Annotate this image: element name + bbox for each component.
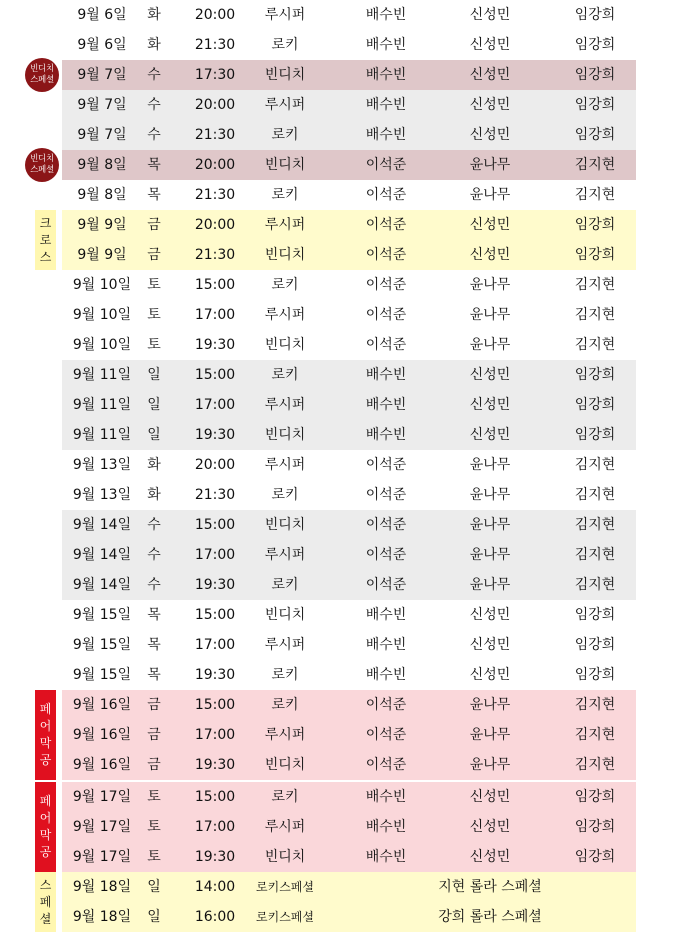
role-cell: 로키 — [271, 37, 299, 53]
actor-cell: 윤나무 — [469, 547, 511, 563]
weekday-cell: 금 — [147, 217, 161, 233]
actor-cell: 신성민 — [469, 37, 511, 53]
group-label-badge — [35, 872, 56, 932]
date-cell: 9월 16일 — [72, 727, 132, 743]
badge-char: 로 — [39, 232, 52, 247]
actor-cell: 이석준 — [365, 457, 407, 473]
actor-cell: 신성민 — [469, 427, 511, 443]
weekday-cell: 금 — [147, 697, 161, 713]
time-cell: 21:30 — [194, 487, 236, 503]
weekday-cell: 목 — [147, 187, 161, 203]
actor-cell: 김지현 — [574, 757, 616, 773]
table-row — [62, 390, 636, 420]
date-cell: 9월 9일 — [77, 217, 127, 233]
weekday-cell: 토 — [147, 307, 161, 323]
table-row — [62, 450, 636, 480]
time-cell: 15:00 — [194, 367, 236, 383]
actor-cell: 윤나무 — [469, 457, 511, 473]
group-label-badge — [35, 782, 56, 872]
badge-line: 스페셜 — [30, 75, 54, 85]
group-label-badge — [35, 690, 56, 780]
role-cell: 루시퍼 — [264, 307, 306, 323]
weekday-cell: 일 — [147, 367, 161, 383]
actor-cell: 임강희 — [574, 67, 616, 83]
weekday-cell: 일 — [147, 879, 161, 895]
actor-cell: 김지현 — [574, 697, 616, 713]
weekday-cell: 화 — [147, 487, 161, 503]
table-row — [62, 600, 636, 630]
actor-cell: 배수빈 — [365, 7, 407, 23]
actor-cell: 신성민 — [469, 397, 511, 413]
weekday-cell: 화 — [147, 37, 161, 53]
time-cell: 19:30 — [194, 337, 236, 353]
date-cell: 9월 15일 — [72, 607, 132, 623]
time-cell: 21:30 — [194, 37, 236, 53]
actor-cell: 임강희 — [574, 397, 616, 413]
actor-cell: 김지현 — [574, 577, 616, 593]
time-cell: 17:00 — [194, 397, 236, 413]
time-cell: 19:30 — [194, 849, 236, 865]
role-cell: 루시퍼 — [264, 547, 306, 563]
actor-cell: 임강희 — [574, 97, 616, 113]
badge-line: 빈디치 — [30, 64, 54, 74]
special-note-cell: 지현 롤라 스페셜 — [438, 879, 542, 895]
role-cell: 빈디치 — [264, 337, 306, 353]
actor-cell: 윤나무 — [469, 517, 511, 533]
date-cell: 9월 13일 — [72, 487, 132, 503]
actor-cell: 이석준 — [365, 547, 407, 563]
table-row — [62, 782, 636, 812]
actor-cell: 배수빈 — [365, 789, 407, 805]
table-row — [62, 330, 636, 360]
weekday-cell: 토 — [147, 789, 161, 805]
date-cell: 9월 17일 — [72, 819, 132, 835]
actor-cell: 김지현 — [574, 307, 616, 323]
special-note-cell: 강희 롤라 스페셜 — [438, 909, 542, 925]
time-cell: 17:00 — [194, 637, 236, 653]
actor-cell: 윤나무 — [469, 307, 511, 323]
special-performance-badge — [25, 58, 59, 92]
time-cell: 15:00 — [194, 277, 236, 293]
actor-cell: 이석준 — [365, 757, 407, 773]
actor-cell: 김지현 — [574, 457, 616, 473]
table-row — [62, 720, 636, 750]
actor-cell: 신성민 — [469, 217, 511, 233]
weekday-cell: 금 — [147, 727, 161, 743]
date-cell: 9월 11일 — [72, 367, 132, 383]
actor-cell: 윤나무 — [469, 337, 511, 353]
weekday-cell: 수 — [147, 577, 161, 593]
role-cell: 로키 — [271, 697, 299, 713]
actor-cell: 배수빈 — [365, 97, 407, 113]
actor-cell: 임강희 — [574, 667, 616, 683]
time-cell: 21:30 — [194, 127, 236, 143]
actor-cell: 이석준 — [365, 187, 407, 203]
actor-cell: 김지현 — [574, 187, 616, 203]
time-cell: 21:30 — [194, 187, 236, 203]
time-cell: 19:30 — [194, 577, 236, 593]
date-cell: 9월 18일 — [72, 879, 132, 895]
role-cell: 빈디치 — [264, 157, 306, 173]
time-cell: 15:00 — [194, 789, 236, 805]
actor-cell: 배수빈 — [365, 367, 407, 383]
date-cell: 9월 7일 — [77, 67, 127, 83]
date-cell: 9월 7일 — [77, 97, 127, 113]
time-cell: 19:30 — [194, 427, 236, 443]
weekday-cell: 금 — [147, 247, 161, 263]
time-cell: 15:00 — [194, 697, 236, 713]
date-cell: 9월 16일 — [72, 697, 132, 713]
actor-cell: 임강희 — [574, 37, 616, 53]
badge-char: 페 — [39, 702, 52, 716]
actor-cell: 임강희 — [574, 247, 616, 263]
actor-cell: 임강희 — [574, 367, 616, 383]
date-cell: 9월 11일 — [72, 397, 132, 413]
actor-cell: 윤나무 — [469, 487, 511, 503]
weekday-cell: 수 — [147, 127, 161, 143]
date-cell: 9월 9일 — [77, 247, 127, 263]
date-cell: 9월 14일 — [72, 547, 132, 563]
badge-char: 스 — [39, 877, 52, 892]
date-cell: 9월 18일 — [72, 909, 132, 925]
date-cell: 9월 14일 — [72, 577, 132, 593]
role-cell: 빈디치 — [264, 67, 306, 83]
weekday-cell: 토 — [147, 337, 161, 353]
actor-cell: 윤나무 — [469, 697, 511, 713]
badge-char: 막 — [39, 828, 52, 842]
date-cell: 9월 6일 — [77, 37, 127, 53]
table-row — [62, 690, 636, 720]
weekday-cell: 화 — [147, 457, 161, 473]
weekday-cell: 수 — [147, 517, 161, 533]
role-cell: 빈디치 — [264, 607, 306, 623]
table-row — [62, 90, 636, 120]
date-cell: 9월 10일 — [72, 277, 132, 293]
role-cell: 빈디치 — [264, 247, 306, 263]
role-cell: 로키 — [271, 277, 299, 293]
role-cell: 로키 — [271, 127, 299, 143]
actor-cell: 이석준 — [365, 337, 407, 353]
time-cell: 19:30 — [194, 667, 236, 683]
weekday-cell: 일 — [147, 397, 161, 413]
time-cell: 20:00 — [194, 217, 236, 233]
badge-char: 공 — [39, 753, 52, 767]
actor-cell: 김지현 — [574, 547, 616, 563]
badge-line: 스페셜 — [30, 165, 54, 175]
time-cell: 17:30 — [194, 67, 236, 83]
actor-cell: 신성민 — [469, 667, 511, 683]
role-cell: 루시퍼 — [264, 457, 306, 473]
actor-cell: 배수빈 — [365, 667, 407, 683]
time-cell: 20:00 — [194, 7, 236, 23]
table-row — [62, 842, 636, 872]
table-row — [62, 210, 636, 240]
weekday-cell: 목 — [147, 607, 161, 623]
actor-cell: 이석준 — [365, 247, 407, 263]
table-row — [62, 30, 636, 60]
badge-char: 페 — [39, 894, 52, 909]
actor-cell: 신성민 — [469, 367, 511, 383]
weekday-cell: 토 — [147, 819, 161, 835]
weekday-cell: 목 — [147, 157, 161, 173]
badge-char: 페 — [39, 794, 52, 808]
table-row — [62, 630, 636, 660]
table-row — [62, 872, 636, 902]
role-cell: 빈디치 — [264, 427, 306, 443]
actor-cell: 임강희 — [574, 849, 616, 865]
actor-cell: 이석준 — [365, 727, 407, 743]
actor-cell: 윤나무 — [469, 187, 511, 203]
table-row — [62, 540, 636, 570]
role-cell: 빈디치 — [264, 849, 306, 865]
time-cell: 17:00 — [194, 727, 236, 743]
date-cell: 9월 17일 — [72, 789, 132, 805]
weekday-cell: 수 — [147, 547, 161, 563]
time-cell: 19:30 — [194, 757, 236, 773]
time-cell: 17:00 — [194, 819, 236, 835]
role-cell: 로키 — [271, 367, 299, 383]
table-row — [62, 420, 636, 450]
actor-cell: 임강희 — [574, 427, 616, 443]
role-cell: 로키 — [271, 487, 299, 503]
actor-cell: 윤나무 — [469, 277, 511, 293]
table-row — [62, 660, 636, 690]
role-cell: 루시퍼 — [264, 819, 306, 835]
actor-cell: 임강희 — [574, 127, 616, 143]
weekday-cell: 수 — [147, 67, 161, 83]
role-cell: 로키 — [271, 187, 299, 203]
weekday-cell: 금 — [147, 757, 161, 773]
actor-cell: 이석준 — [365, 517, 407, 533]
actor-cell: 이석준 — [365, 697, 407, 713]
actor-cell: 임강희 — [574, 637, 616, 653]
weekday-cell: 토 — [147, 849, 161, 865]
table-row — [62, 570, 636, 600]
actor-cell: 김지현 — [574, 337, 616, 353]
actor-cell: 이석준 — [365, 277, 407, 293]
time-cell: 14:00 — [194, 879, 236, 895]
table-row — [62, 360, 636, 390]
time-cell: 15:00 — [194, 607, 236, 623]
actor-cell: 신성민 — [469, 819, 511, 835]
actor-cell: 배수빈 — [365, 607, 407, 623]
table-row — [62, 480, 636, 510]
actor-cell: 김지현 — [574, 157, 616, 173]
table-row — [62, 300, 636, 330]
badge-char: 어 — [39, 811, 52, 825]
actor-cell: 윤나무 — [469, 157, 511, 173]
role-cell: 루시퍼 — [264, 97, 306, 113]
time-cell: 20:00 — [194, 97, 236, 113]
actor-cell: 임강희 — [574, 217, 616, 233]
table-row — [62, 812, 636, 842]
table-row — [62, 270, 636, 300]
actor-cell: 신성민 — [469, 607, 511, 623]
actor-cell: 김지현 — [574, 727, 616, 743]
role-cell: 루시퍼 — [264, 217, 306, 233]
actor-cell: 김지현 — [574, 487, 616, 503]
weekday-cell: 토 — [147, 277, 161, 293]
actor-cell: 신성민 — [469, 789, 511, 805]
date-cell: 9월 17일 — [72, 849, 132, 865]
badge-char: 크 — [39, 215, 52, 230]
date-cell: 9월 13일 — [72, 457, 132, 473]
role-cell: 로키스페셜 — [256, 880, 314, 894]
group-label-badge — [35, 210, 56, 270]
actor-cell: 신성민 — [469, 7, 511, 23]
table-row — [62, 120, 636, 150]
time-cell: 20:00 — [194, 457, 236, 473]
actor-cell: 배수빈 — [365, 67, 407, 83]
weekday-cell: 수 — [147, 97, 161, 113]
weekday-cell: 일 — [147, 909, 161, 925]
actor-cell: 배수빈 — [365, 637, 407, 653]
role-cell: 루시퍼 — [264, 637, 306, 653]
actor-cell: 신성민 — [469, 97, 511, 113]
date-cell: 9월 7일 — [77, 127, 127, 143]
weekday-cell: 목 — [147, 637, 161, 653]
badge-char: 셜 — [39, 911, 52, 926]
actor-cell: 이석준 — [365, 217, 407, 233]
time-cell: 15:00 — [194, 517, 236, 533]
table-row — [62, 510, 636, 540]
date-cell: 9월 8일 — [77, 157, 127, 173]
role-cell: 로키 — [271, 789, 299, 805]
badge-char: 공 — [39, 845, 52, 859]
actor-cell: 이석준 — [365, 487, 407, 503]
role-cell: 빈디치 — [264, 757, 306, 773]
actor-cell: 배수빈 — [365, 127, 407, 143]
date-cell: 9월 15일 — [72, 637, 132, 653]
time-cell: 16:00 — [194, 909, 236, 925]
badge-char: 어 — [39, 719, 52, 733]
actor-cell: 신성민 — [469, 849, 511, 865]
time-cell: 21:30 — [194, 247, 236, 263]
table-row — [62, 750, 636, 780]
date-cell: 9월 11일 — [72, 427, 132, 443]
role-cell: 루시퍼 — [264, 727, 306, 743]
badge-line: 빈디치 — [30, 154, 54, 164]
actor-cell: 윤나무 — [469, 757, 511, 773]
actor-cell: 배수빈 — [365, 849, 407, 865]
actor-cell: 김지현 — [574, 277, 616, 293]
date-cell: 9월 6일 — [77, 7, 127, 23]
actor-cell: 신성민 — [469, 637, 511, 653]
table-row — [62, 0, 636, 30]
actor-cell: 신성민 — [469, 67, 511, 83]
actor-cell: 임강희 — [574, 789, 616, 805]
date-cell: 9월 8일 — [77, 187, 127, 203]
role-cell: 로키 — [271, 667, 299, 683]
table-row — [62, 60, 636, 90]
actor-cell: 이석준 — [365, 157, 407, 173]
actor-cell: 임강희 — [574, 607, 616, 623]
table-row — [62, 902, 636, 932]
badge-char: 막 — [39, 736, 52, 750]
actor-cell: 배수빈 — [365, 819, 407, 835]
actor-cell: 김지현 — [574, 517, 616, 533]
date-cell: 9월 14일 — [72, 517, 132, 533]
actor-cell: 임강희 — [574, 819, 616, 835]
role-cell: 빈디치 — [264, 517, 306, 533]
date-cell: 9월 10일 — [72, 307, 132, 323]
actor-cell: 윤나무 — [469, 727, 511, 743]
badge-char: 스 — [39, 249, 52, 264]
table-row — [62, 180, 636, 210]
date-cell: 9월 10일 — [72, 337, 132, 353]
table-row — [62, 240, 636, 270]
role-cell: 로키스페셜 — [256, 910, 314, 924]
actor-cell: 신성민 — [469, 247, 511, 263]
actor-cell: 배수빈 — [365, 427, 407, 443]
role-cell: 로키 — [271, 577, 299, 593]
role-cell: 루시퍼 — [264, 7, 306, 23]
role-cell: 루시퍼 — [264, 397, 306, 413]
date-cell: 9월 16일 — [72, 757, 132, 773]
actor-cell: 이석준 — [365, 307, 407, 323]
time-cell: 17:00 — [194, 547, 236, 563]
weekday-cell: 목 — [147, 667, 161, 683]
table-row — [62, 150, 636, 180]
actor-cell: 윤나무 — [469, 577, 511, 593]
actor-cell: 임강희 — [574, 7, 616, 23]
actor-cell: 배수빈 — [365, 37, 407, 53]
weekday-cell: 화 — [147, 7, 161, 23]
actor-cell: 이석준 — [365, 577, 407, 593]
time-cell: 20:00 — [194, 157, 236, 173]
date-cell: 9월 15일 — [72, 667, 132, 683]
time-cell: 17:00 — [194, 307, 236, 323]
weekday-cell: 일 — [147, 427, 161, 443]
actor-cell: 배수빈 — [365, 397, 407, 413]
actor-cell: 신성민 — [469, 127, 511, 143]
special-performance-badge — [25, 148, 59, 182]
